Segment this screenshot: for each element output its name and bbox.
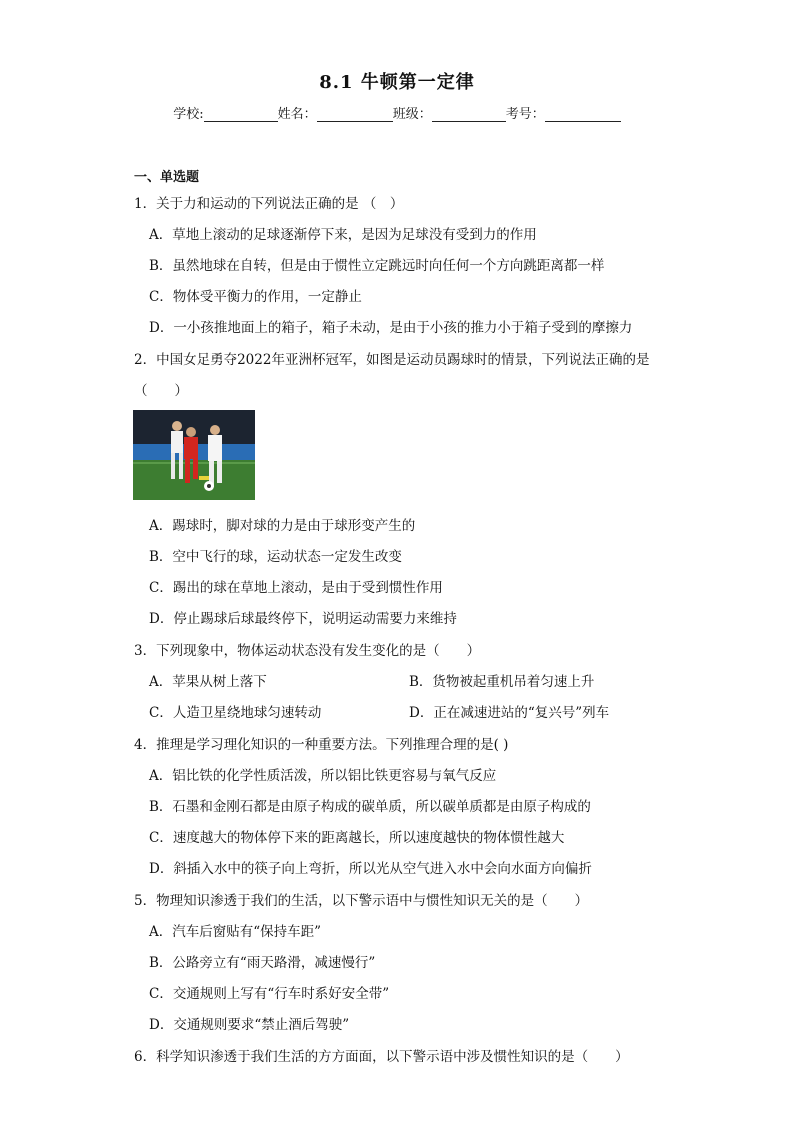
question-stem-1: 1．关于力和运动的下列说法正确的是 （ ） — [134, 196, 404, 212]
option-4-d: D．斜插入水中的筷子向上弯折，所以光从空气进入水中会向水面方向偏折 — [149, 861, 592, 877]
option-4-a: A．铝比铁的化学性质活泼，所以铝比铁更容易与氧气反应 — [149, 768, 497, 784]
option-5-a: A．汽车后窗贴有“保持车距” — [149, 924, 322, 940]
question-stem-4: 4．推理是学习理化知识的一种重要方法。下列推理合理的是( ) — [134, 737, 509, 753]
option-5-b: B．公路旁立有“雨天路滑，减速慢行” — [149, 955, 376, 971]
class-blank[interactable] — [432, 108, 506, 122]
option-3-a: A．苹果从树上落下 — [149, 674, 267, 690]
option-3-b: B．货物被起重机吊着匀速上升 — [409, 674, 595, 690]
section-heading: 一、单选题 — [134, 170, 200, 185]
option-3-c: C．人造卫星绕地球匀速转动 — [149, 705, 322, 721]
question-stem-5: 5．物理知识渗透于我们的生活，以下警示语中与惯性知识无关的是（ ） — [134, 893, 589, 909]
option-1-c: C．物体受平衡力的作用，一定静止 — [149, 289, 362, 305]
name-label: 姓名： — [277, 107, 317, 122]
name-blank[interactable] — [317, 108, 393, 122]
student-info-line — [0, 103, 794, 122]
option-1-d: D．一小孩推地面上的箱子，箱子未动，是由于小孩的推力小于箱子受到的摩擦力 — [149, 320, 633, 336]
soccer-players-illustration — [133, 410, 255, 500]
option-1-a: A．草地上滚动的足球逐渐停下来，是因为足球没有受到力的作用 — [149, 227, 537, 243]
question-stem-2: 2．中国女足勇夺2022年亚洲杯冠军，如图是运动员踢球时的情景，下列说法正确的是 — [134, 352, 650, 368]
question-stem-3: 3．下列现象中，物体运动状态没有发生变化的是（ ） — [134, 643, 481, 659]
option-4-b: B．石墨和金刚石都是由原子构成的碳单质，所以碳单质都是由原子构成的 — [149, 799, 591, 815]
school-blank[interactable] — [204, 108, 278, 122]
option-2-a: A．踢球时，脚对球的力是由于球形变产生的 — [149, 518, 416, 534]
exam-number-label: 考号： — [505, 107, 545, 122]
page-title: 8.1 牛顿第一定律 — [319, 72, 475, 93]
option-4-c: C．速度越大的物体停下来的距离越长，所以速度越快的物体惯性越大 — [149, 830, 565, 846]
soccer-photo — [133, 410, 255, 500]
option-2-b: B．空中飞行的球，运动状态一定发生改变 — [149, 549, 402, 565]
exam-number-blank[interactable] — [545, 108, 621, 122]
option-5-c: C．交通规则上写有“行车时系好安全带” — [149, 986, 390, 1002]
question-stem-6: 6．科学知识渗透于我们生活的方方面面，以下警示语中涉及惯性知识的是（ ） — [134, 1049, 629, 1065]
class-label: 班级： — [392, 107, 432, 122]
option-2-c: C．踢出的球在草地上滚动，是由于受到惯性作用 — [149, 580, 443, 596]
school-label: 学校: — [173, 107, 204, 122]
option-3-d: D．正在减速进站的“复兴号”列车 — [409, 705, 610, 721]
option-2-d: D．停止踢球后球最终停下，说明运动需要力来维持 — [149, 611, 457, 627]
option-5-d: D．交通规则要求“禁止酒后驾驶” — [149, 1017, 350, 1033]
question-stem-2-cont: （ ） — [134, 383, 188, 399]
option-1-b: B．虽然地球在自转，但是由于惯性立定跳远时向任何一个方向跳距离都一样 — [149, 258, 605, 274]
